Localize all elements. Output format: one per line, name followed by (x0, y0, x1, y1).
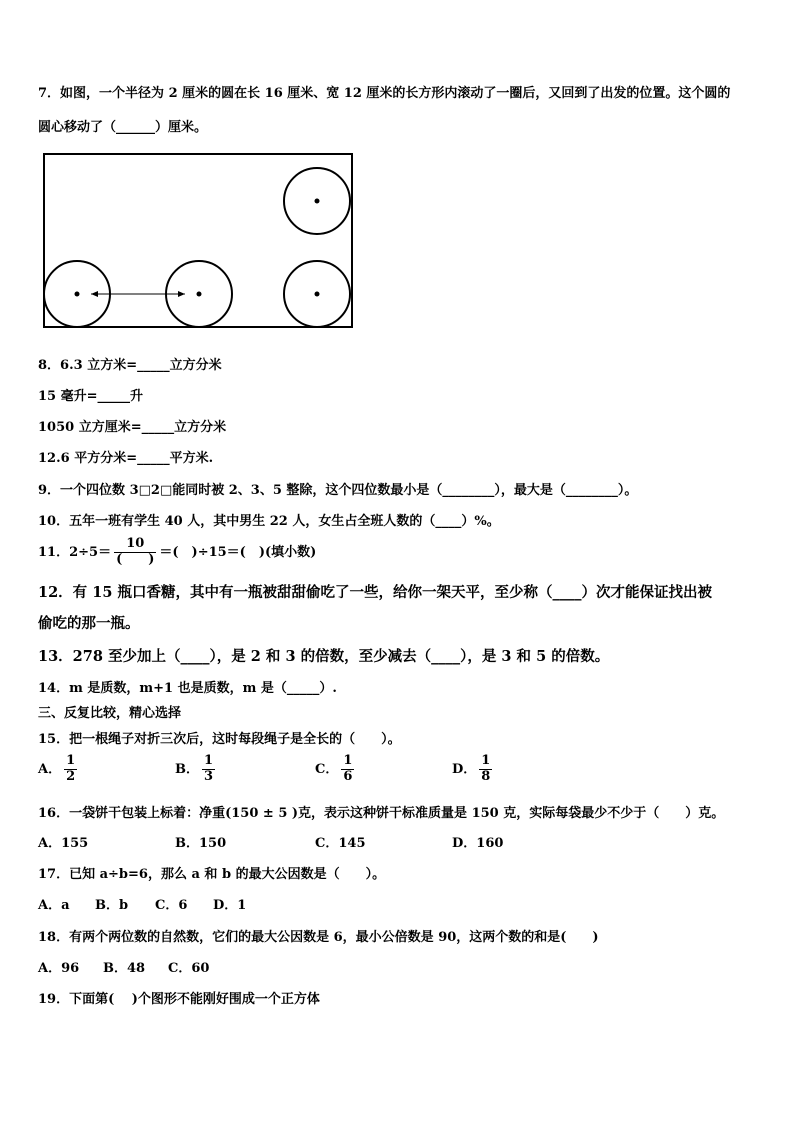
q18-option-a: A．96 (38, 961, 80, 976)
center-dot (197, 292, 202, 297)
fraction-denominator: 8 (481, 768, 491, 784)
q15-option-a (38, 754, 80, 785)
fraction-denominator: 3 (204, 768, 214, 784)
q19-stem: 19．下面第( )个图形不能刚好围成一个正方体 (38, 992, 320, 1007)
fraction-numerator: 1 (204, 753, 214, 768)
center-dot (75, 292, 80, 297)
q12-line2: 偷吃的那一瓶。 (38, 615, 140, 632)
q8-line4: 12.6 平方分米=_____平方米. (38, 451, 214, 466)
option-letter: A． (38, 761, 62, 777)
q17-option-b: B．b (95, 898, 129, 913)
q11-fraction-denominator: ( ) (116, 551, 155, 567)
option-letter: D． (452, 761, 477, 777)
section-heading: 三、反复比较，精心选择 (38, 706, 182, 721)
q15-option-c (315, 754, 357, 785)
rectangle-outline (44, 154, 352, 327)
q18-stem: 18．有两个两位数的自然数，它们的最大公因数是 6，最小公倍数是 90，这两个数的和是( ) (38, 930, 599, 945)
option-letter: B． (175, 761, 199, 777)
q16-option-b: B．150 (175, 836, 227, 851)
q10: 10．五年一班有学生 40 人，其中男生 22 人，女生占全班人数的（____）%。 (38, 514, 500, 529)
q14: 14．m 是质数，m+1 也是质数，m 是（_____）. (38, 681, 337, 696)
q8-line1: 8．6.3 立方米=_____立方分米 (38, 358, 222, 373)
center-dot (315, 199, 320, 204)
q11-fraction-numerator: 10 (114, 537, 156, 553)
q13: 13．278 至少加上（____），是 2 和 3 的倍数，至少减去（____），是 3 和 5 的倍数。 (38, 648, 610, 665)
q18-option-c: C．60 (168, 961, 210, 976)
q16-stem: 16．一袋饼干包装上标着：净重(150 ± 5 )克，表示这种饼干标准质量是 150 克，实际每袋最少不少于（ ）克。 (38, 806, 725, 821)
option-letter: C． (315, 761, 339, 777)
q15-option-d (452, 754, 495, 785)
q11 (38, 537, 316, 568)
q11-fraction (114, 537, 156, 568)
q11-prefix: 11．2÷5＝ (38, 544, 112, 560)
q16-option-c: C．145 (315, 836, 366, 851)
q17-option-a: A．a (38, 898, 70, 913)
q9: 9．一个四位数 3□2□能同时被 2、3、5 整除，这个四位数最小是（________），最大是（________）。 (38, 483, 638, 498)
q12-line1: 12．有 15 瓶口香糖，其中有一瓶被甜甜偷吃了一些，给你一架天平，至少称（____）次才能保证找出被 (38, 584, 712, 601)
q7-line2: 圆心移动了（______）厘米。 (38, 120, 208, 135)
q11-suffix: ＝( )÷15＝( )(填小数) (159, 544, 317, 560)
q16-option-d: D．160 (452, 836, 504, 851)
q17-stem: 17．已知 a÷b=6，那么 a 和 b 的最大公因数是（ ）。 (38, 867, 386, 882)
q15-stem: 15．把一根绳子对折三次后，这时每段绳子是全长的（ ）。 (38, 732, 401, 747)
fraction-denominator: 6 (343, 768, 353, 784)
q17-option-c: C．6 (155, 898, 188, 913)
q15-option-b (175, 754, 218, 785)
center-dot (315, 292, 320, 297)
q8-line3: 1050 立方厘米=_____立方分米 (38, 420, 227, 435)
q18-option-b: B．48 (103, 961, 146, 976)
q16-option-a: A．155 (38, 836, 89, 851)
fraction-numerator: 1 (481, 753, 491, 768)
q17-option-d: D．1 (213, 898, 247, 913)
q7-line1: 7．如图，一个半径为 2 厘米的圆在长 16 厘米、宽 12 厘米的长方形内滚动了一圈后，又回到了出发的位置。这个圆的 (38, 86, 731, 101)
rolling-circle-diagram (42, 152, 356, 332)
fraction-numerator: 1 (343, 753, 353, 768)
q8-line2: 15 毫升=_____升 (38, 389, 144, 404)
fraction-numerator: 1 (66, 753, 76, 768)
fraction-denominator: 2 (66, 768, 76, 784)
